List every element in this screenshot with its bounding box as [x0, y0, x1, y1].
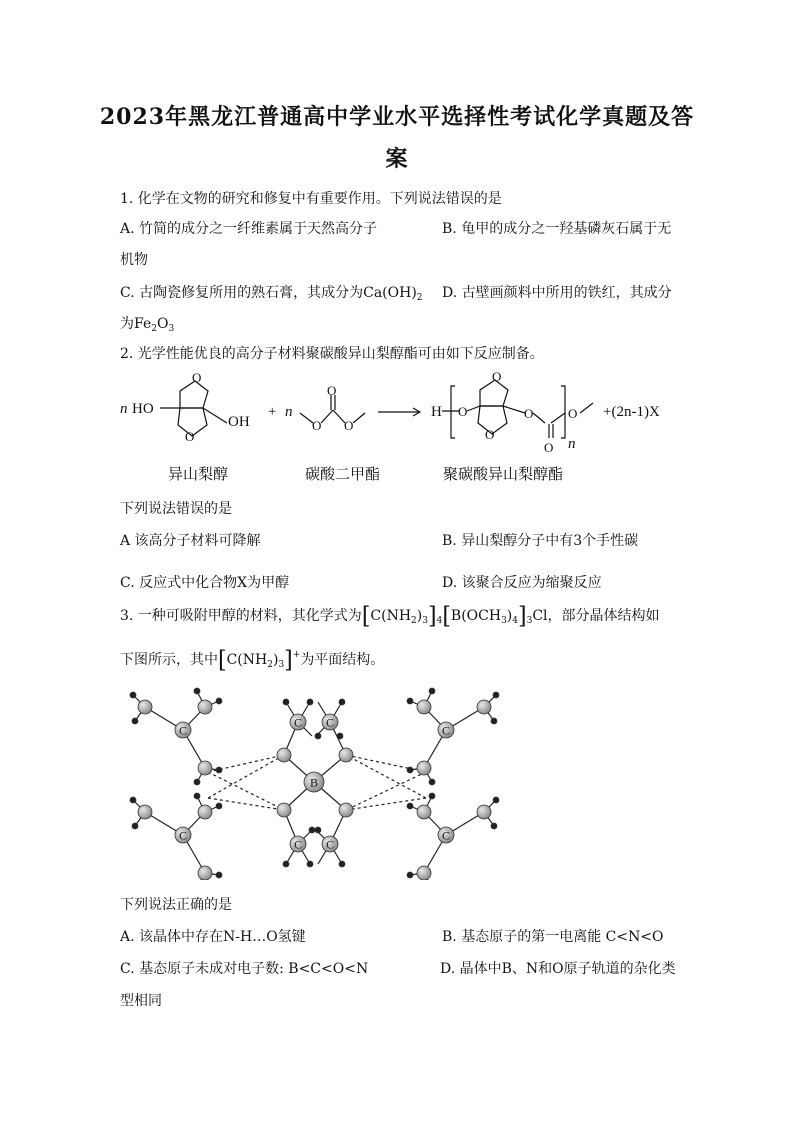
q2-option-b: B. 异山梨醇分子中有3个手性碳 [442, 533, 639, 549]
svg-text:O: O [458, 404, 468, 419]
nitrogen-atom [477, 805, 491, 819]
nitrogen-atom [417, 700, 431, 714]
nitrogen-atom [477, 700, 491, 714]
hydrogen-atom [407, 872, 413, 878]
methyl-carbon-atom-label: C [325, 715, 335, 730]
hydrogen-atom [429, 793, 435, 799]
hydrogen-atom [307, 699, 313, 705]
hydrogen-atom [407, 698, 413, 704]
hydrogen-atom [339, 861, 345, 867]
oxygen-atom [339, 803, 353, 817]
hydrogen-atom [337, 733, 343, 739]
reaction-scheme [115, 368, 685, 467]
svg-text:O: O [524, 406, 534, 421]
svg-text:O: O [185, 429, 195, 444]
oxygen-atom [277, 748, 291, 762]
q2-option-c: C. 反应式中化合物X为甲醇 [120, 575, 290, 591]
plus-sign: + [268, 404, 277, 420]
hydrogen-atom [283, 861, 289, 867]
q1-option-d: D. 古壁画颜料中所用的铁红，其成分 [442, 285, 672, 301]
q1-option-a: A. 竹简的成分之一纤维素属于天然高分子 [120, 221, 378, 237]
page-title: 2023年黑龙江普通高中学业水平选择性考试化学真题及答 [99, 104, 695, 130]
q1-stem: 1. 化学在文物的研究和修复中有重要作用。下列说法错误的是 [120, 191, 502, 207]
guanidinium-carbon-atom-label: C [441, 828, 451, 843]
hydrogen-atom [429, 779, 435, 785]
label-polymer: 聚碳酸异山梨醇酯 [443, 465, 564, 483]
nitrogen-atom [417, 866, 431, 880]
nitrogen-atom [198, 761, 212, 775]
methyl-carbon-atom-label: C [293, 837, 303, 852]
nitrogen-atom [138, 700, 152, 714]
hydrogen-atom [216, 767, 222, 773]
svg-text:O: O [327, 383, 337, 398]
hydrogen-atom [283, 699, 289, 705]
coef-n-2: n [285, 404, 293, 420]
oxygen-atom [339, 748, 353, 762]
hydrogen-atom [216, 872, 222, 878]
svg-text:O: O [492, 369, 502, 384]
hydrogen-atom [132, 718, 138, 724]
svg-text:O: O [544, 440, 554, 455]
nitrogen-atom [417, 805, 431, 819]
coef-n-1: n [120, 401, 128, 417]
q1-option-b-cont: 机物 [120, 252, 148, 268]
hydrogen-atom [132, 823, 138, 829]
boron-atom-label: B [309, 775, 319, 790]
nitrogen-atom [198, 866, 212, 880]
q2-option-a: A 该高分子材料可降解 [120, 533, 261, 549]
q3-option-a: A. 该晶体中存在N-H…O氢键 [120, 929, 306, 945]
q1-option-b: B. 龟甲的成分之一羟基磷灰石属于无 [442, 221, 672, 237]
hydrogen-atom [429, 688, 435, 694]
q2-ask: 下列说法错误的是 [120, 501, 232, 517]
q3-option-c: C. 基态原子未成对电子数: B<C<O<N [120, 961, 369, 977]
q1-option-d-cont: 为$Fe_2O_3$ [120, 316, 175, 334]
q3-option-d-cont: 型相同 [120, 993, 162, 1009]
hydrogen-atom [491, 718, 497, 724]
hydrogen-atom [407, 767, 413, 773]
oh-group: OH [228, 414, 250, 430]
methyl-carbon-atom-label: C [293, 715, 303, 730]
svg-text:O: O [192, 370, 202, 385]
hydrogen-atom [309, 827, 315, 833]
q2-option-d: D. 该聚合反应为缩聚反应 [442, 575, 602, 591]
nitrogen-atom [198, 700, 212, 714]
svg-text:O: O [568, 406, 578, 421]
byproduct: +(2n-1)X [603, 404, 660, 420]
hydrogen-atom [216, 698, 222, 704]
ho-group: HO [132, 401, 154, 417]
nitrogen-atom [417, 761, 431, 775]
hydrogen-atom [130, 797, 136, 803]
hydrogen-atom [216, 803, 222, 809]
q3-stem: 3. 一种可吸附甲醇的材料，其化学式为$[C(NH_2)_3]_4[B(OCH_3)_4]_3Cl$，部分晶体结构如 [120, 603, 660, 630]
hydrogen-atom [315, 733, 321, 739]
label-dimethyl-carbonate: 碳酸二甲酯 [305, 465, 381, 483]
methyl-carbon-atom-label: C [325, 837, 335, 852]
hydrogen-atom [194, 779, 200, 785]
q3-option-d: D. 晶体中B、N和O原子轨道的杂化类 [440, 961, 676, 977]
svg-text:O: O [485, 427, 495, 442]
hydrogen-atom [194, 688, 200, 694]
nitrogen-atom [138, 805, 152, 819]
hydrogen-atom [315, 827, 321, 833]
q3-ask: 下列说法正确的是 [120, 897, 232, 913]
q1-option-c: C. 古陶瓷修复所用的熟石膏，其成分为$Ca(OH)_2$ [120, 285, 423, 303]
svg-text:O: O [344, 418, 354, 433]
hydrogen-atom [130, 692, 136, 698]
guanidinium-carbon-atom-label: C [178, 828, 188, 843]
hydrogen-atom [339, 699, 345, 705]
hydrogen-atom [493, 797, 499, 803]
nitrogen-atom [198, 805, 212, 819]
oxygen-atom [277, 803, 291, 817]
label-isosorbide: 异山梨醇 [168, 465, 229, 483]
q3-stem-cont: 下图所示，其中$[C(NH_2)_3]^+$为平面结构。 [120, 647, 385, 674]
hydrogen-atom [493, 692, 499, 698]
guanidinium-carbon-atom-label: C [178, 723, 188, 738]
hydrogen-atom [407, 803, 413, 809]
crystal-structure-figure [118, 680, 518, 884]
hydrogen-atom [307, 861, 313, 867]
repeat-n: n [568, 436, 576, 452]
guanidinium-carbon-atom-label: C [441, 723, 451, 738]
page-title-continued: 案 [385, 146, 409, 172]
hydrogen-bond-line [346, 755, 426, 772]
hydrogen-atom [491, 823, 497, 829]
q2-stem: 2. 光学性能优良的高分子材料聚碳酸异山梨醇酯可由如下反应制备。 [120, 346, 544, 362]
hydrogen-atom [194, 793, 200, 799]
h-end: H [431, 404, 442, 420]
q3-option-b: B. 基态原子的第一电离能 C<N<O [442, 929, 664, 945]
svg-text:O: O [312, 418, 322, 433]
